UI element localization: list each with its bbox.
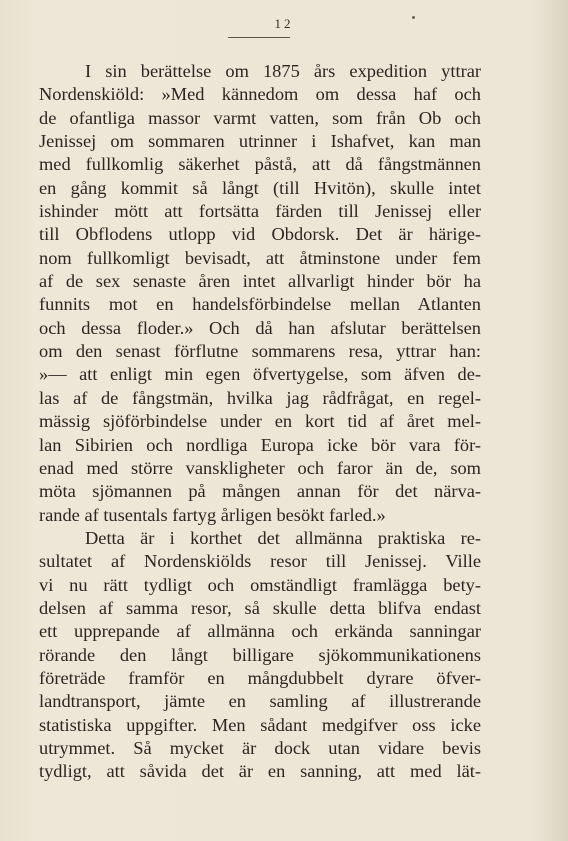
paper-speck — [412, 16, 415, 19]
text-line: om den senast förflutne sommarens resa, yttrar han: — [39, 341, 481, 362]
text-line: ett upprepande af allmänna och erkända sanningar — [39, 621, 481, 642]
text-line: ishinder mött att fortsätta färden till Jenissej eller — [39, 201, 481, 222]
text-line: Detta är i korthet det allmänna praktiska re- — [85, 527, 481, 548]
text-line: till Obflodens utlopp vid Obdorsk. Det är härige- — [39, 224, 481, 245]
page-number-rule — [228, 37, 290, 38]
text-line: rande af tusentals fartyg årligen besökt farled.» — [39, 504, 386, 525]
text-line: möta sjömannen på mången annan för det närva- — [39, 481, 481, 502]
text-line: mässig sjöförbindelse under en kort tid af året mel- — [39, 411, 481, 432]
text-line: tydligt, att såvida det är en sanning, att med lät- — [39, 761, 481, 782]
text-line: en gång kommit så långt (till Hvitön), skulle intet — [39, 177, 481, 198]
text-line: funnits mot en handelsförbindelse mellan Atlanten — [39, 294, 481, 315]
text-line: landtransport, jämte en samling af illustrerande — [39, 691, 481, 712]
text-line: enad med större vanskligheter och faror än de, som — [39, 457, 481, 478]
page-number: 12 — [274, 16, 294, 31]
text-line: med fullkomlig säkerhet påstå, att då fångstmännen — [39, 154, 481, 175]
text-line: rörande den långt billigare sjökommunikationens — [39, 644, 481, 665]
text-line: delsen af samma resor, så skulle detta blifva endast — [39, 597, 481, 618]
text-line: statistiska uppgifter. Men sådant medgifver oss icke — [39, 714, 481, 735]
text-line: las af de fångstmän, hvilka jag rådfrågat, en regel- — [39, 387, 481, 408]
text-line: nom fullkomligt bevisadt, att åtminstone under fem — [39, 247, 481, 268]
text-line: vi nu rätt tydligt och omständligt framlägga bety- — [39, 574, 481, 595]
text-line: lan Sibirien och nordliga Europa icke bör vara för- — [39, 434, 481, 455]
text-line: »— att enligt min egen öfvertygelse, som äfven de- — [39, 364, 481, 385]
text-line: Jenissej om sommaren utrinner i Ishafvet, kan man — [39, 131, 481, 152]
text-line: och dessa floder.» Och då han afslutar berättelsen — [39, 317, 481, 338]
text-line: af de sex senaste åren intet allvarligt hinder bör ha — [39, 271, 481, 292]
body-text — [39, 60, 481, 784]
text-line: Nordenskiöld: »Med kännedom om dessa haf och — [39, 84, 481, 105]
text-line: utrymmet. Så mycket är dock utan vidare bevis — [39, 737, 481, 758]
text-line: sultatet af Nordenskiölds resor till Jenissej. Ville — [39, 551, 481, 572]
text-line: I sin berättelse om 1875 års expedition yttrar — [85, 61, 481, 81]
text-line: företräde framför en mångdubbelt dyrare öfver- — [39, 667, 481, 688]
text-line: de ofantliga massor varmt vatten, som från Ob och — [39, 107, 481, 128]
